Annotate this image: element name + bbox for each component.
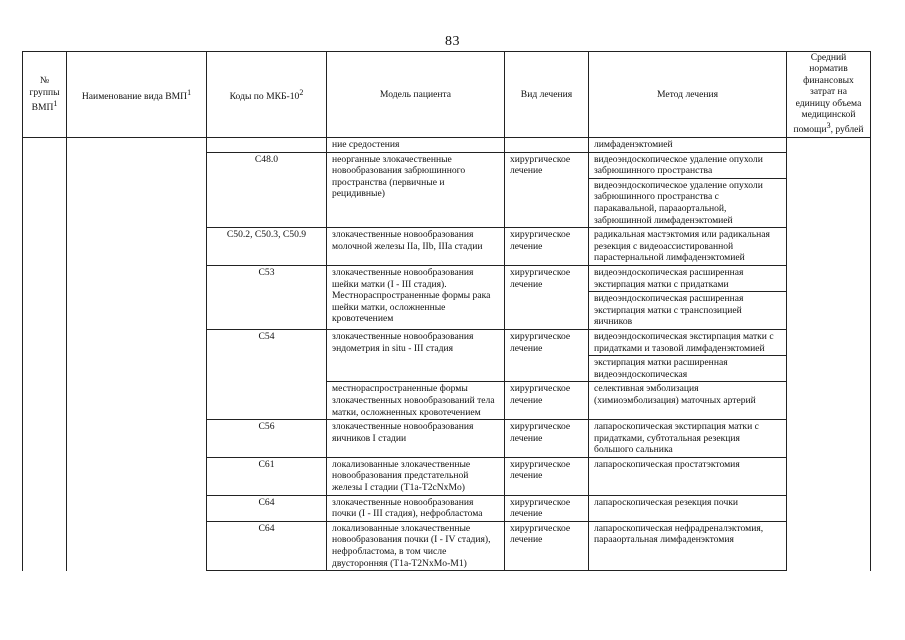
cost-cell <box>787 138 871 571</box>
code-cell: C48.0 <box>207 152 327 228</box>
model-cell: злокачественные новообразования шейки матки (I - III стадия). Местнораспространенные формы рака шейки матки, осложненные кровотечением <box>327 265 505 329</box>
method-cell: видеоэндоскопическая расширенная экстирпация матки с транспозицией яичников <box>589 292 787 330</box>
header-group-no: № группы ВМП$^1$ <box>23 52 67 138</box>
group-no-cell <box>23 138 67 571</box>
type-cell: хирургическое лечение <box>505 265 589 329</box>
model-cell: локализованные злокачественные новообразования предстательной железы I стадии (T1a-T2cNxMo) <box>327 457 505 495</box>
code-cell: C54 <box>207 329 327 419</box>
model-cell: локализованные злокачественные новообразования почки (I - IV стадия), нефробластома, в том числе двусторонняя (T1a-T2NxMo-M1) <box>327 521 505 570</box>
method-cell: радикальная мастэктомия или радикальная резекция с видеоассистированной парастернальной лимфаденэктомией <box>589 228 787 266</box>
table-header-row <box>23 52 871 138</box>
model-cell: местнораспространенные формы злокачественных новообразований тела матки, осложненных кровотечением <box>327 382 505 420</box>
header-patient-model: Модель пациента <box>327 52 505 138</box>
model-cell: ние средостения <box>327 138 505 153</box>
method-cell: видеоэндоскопическое удаление опухоли забрюшинного пространства <box>589 152 787 178</box>
method-cell: видеоэндоскопическое удаление опухоли забрюшинного пространства с паракавальной, парааортальной, забрюшинной лимфаденэктомией <box>589 178 787 227</box>
model-cell: злокачественные новообразования молочной железы IIa, IIb, IIIa стадии <box>327 228 505 266</box>
method-cell: селективная эмболизация (химиоэмболизация) маточных артерий <box>589 382 787 420</box>
type-cell: хирургическое лечение <box>505 152 589 228</box>
method-cell: лапароскопическая резекция почки <box>589 495 787 521</box>
type-cell: хирургическое лечение <box>505 228 589 266</box>
method-cell: экстирпация матки расширенная видеоэндоскопическая <box>589 356 787 382</box>
method-cell: лапароскопическая экстирпация матки с придатками, субтотальная резекция большого сальника <box>589 420 787 458</box>
code-cell: C50.2, C50.3, C50.9 <box>207 228 327 266</box>
type-cell: хирургическое лечение <box>505 521 589 570</box>
code-cell: C53 <box>207 265 327 329</box>
method-cell: лимфаденэктомией <box>589 138 787 153</box>
header-vmp-name: Наименование вида ВМП$^1$ <box>67 52 207 138</box>
method-cell: лапароскопическая простатэктомия <box>589 457 787 495</box>
code-cell: C56 <box>207 420 327 458</box>
method-cell: видеоэндоскопическая расширенная экстирпация матки с придатками <box>589 265 787 291</box>
table-row <box>23 138 871 153</box>
code-cell: C61 <box>207 457 327 495</box>
type-cell <box>505 138 589 153</box>
model-cell: злокачественные новообразования почки (I - III стадия), нефробластома <box>327 495 505 521</box>
method-cell: видеоэндоскопическая экстирпация матки с придатками и тазовой лимфаденэктомией <box>589 329 787 355</box>
header-average-cost: Средний норматив финансовых затрат на единицу объема медицинской помощи$^3$, рублей <box>787 52 871 138</box>
header-treatment-type: Вид лечения <box>505 52 589 138</box>
type-cell: хирургическое лечение <box>505 495 589 521</box>
method-cell: лапароскопическая нефрадреналэктомия, парааортальная лимфаденэктомия <box>589 521 787 570</box>
model-cell: злокачественные новообразования эндометрия in situ - III стадия <box>327 329 505 381</box>
code-cell: C64 <box>207 495 327 521</box>
page-number: 83 <box>445 34 460 49</box>
code-cell: C64 <box>207 521 327 570</box>
model-cell: злокачественные новообразования яичников I стадии <box>327 420 505 458</box>
type-cell: хирургическое лечение <box>505 382 589 420</box>
header-treatment-method: Метод лечения <box>589 52 787 138</box>
code-cell <box>207 138 327 153</box>
model-cell: неорганные злокачественные новообразования забрюшинного пространства (первичные и рецидивные) <box>327 152 505 228</box>
type-cell: хирургическое лечение <box>505 420 589 458</box>
vmp-name-cell <box>67 138 207 571</box>
vmp-table <box>22 51 871 571</box>
type-cell: хирургическое лечение <box>505 329 589 381</box>
header-icd-codes: Коды по МКБ-$10^2$ <box>207 52 327 138</box>
type-cell: хирургическое лечение <box>505 457 589 495</box>
